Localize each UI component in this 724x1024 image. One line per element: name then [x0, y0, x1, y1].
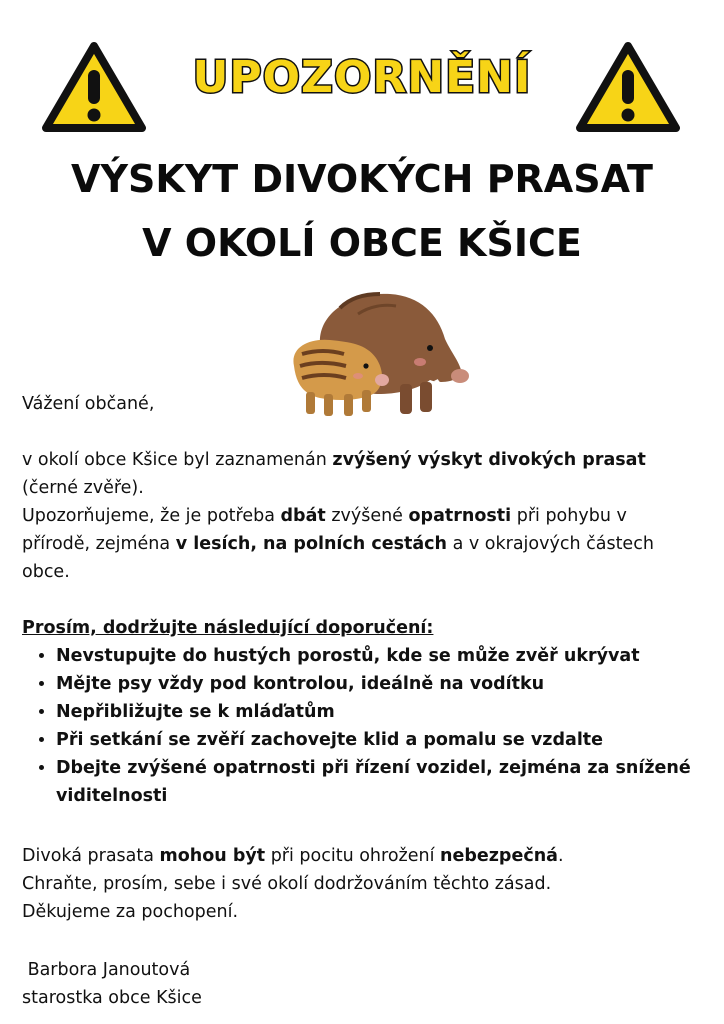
recommendations-list: [22, 642, 724, 810]
paragraph-4: Chraňte, prosím, sebe i své okolí dodržováním těchto zásad.: [22, 874, 552, 894]
emphasis: opatrnosti: [408, 506, 512, 526]
emphasis: zvýšený výskyt divokých prasat: [332, 450, 646, 470]
text-span: Divoká prasata: [22, 846, 160, 866]
text-span: .: [557, 846, 564, 866]
text-span: v okolí obce Kšice byl zaznamenán: [22, 450, 333, 470]
paragraph-1-line-1: [22, 446, 718, 474]
heading-text: Prosím, dodržujte následující doporučení:: [22, 618, 434, 638]
list-item: • Při setkání se zvěří zachovejte klid a pomalu se vzdalte: [56, 726, 724, 754]
text-span: Upozorňujeme, že je potřeba: [22, 506, 281, 526]
paragraph-1-line-2: (černé zvěře).: [22, 478, 144, 498]
paragraph-2-line-3: obce.: [22, 562, 70, 582]
text-span: a v okrajových částech: [447, 534, 654, 554]
paragraph-3: [22, 842, 718, 870]
emphasis: v lesích, na polních cestách: [175, 534, 448, 554]
list-item: • Dbejte zvýšené opatrnosti při řízení vozidel, zejména za snížené viditelnosti: [56, 754, 724, 810]
text-span: při pohybu v: [511, 506, 627, 526]
paragraph-5: Děkujeme za pochopení.: [22, 902, 239, 922]
recommendations-heading: [22, 614, 718, 642]
paragraph-2-line-1: [22, 502, 718, 530]
text-span: zvýšené: [325, 506, 409, 526]
emphasis: mohou být: [159, 846, 266, 866]
list-item: • Nepřibližujte se k mláďatům: [56, 698, 724, 726]
headline: UPOZORNĚNÍ: [192, 52, 532, 103]
title-line-2: V OKOLÍ OBCE KŠICE: [142, 221, 582, 265]
greeting: Vážení občané,: [22, 394, 155, 414]
text-span: při pocitu ohrožení: [265, 846, 441, 866]
list-item: • Nevstupujte do hustých porostů, kde se může zvěř ukrývat: [56, 642, 724, 670]
title-line-1: VÝSKYT DIVOKÝCH PRASAT: [71, 157, 653, 201]
emphasis: dbát: [280, 506, 326, 526]
emphasis: nebezpečná: [440, 846, 558, 866]
paragraph-2-line-2: [22, 530, 718, 558]
text-span: přírodě, zejména: [22, 534, 176, 554]
signature-name: Barbora Janoutová: [22, 960, 191, 980]
signature-role: starostka obce Kšice: [22, 988, 202, 1008]
list-item: • Mějte psy vždy pod kontrolou, ideálně na vodítku: [56, 670, 724, 698]
